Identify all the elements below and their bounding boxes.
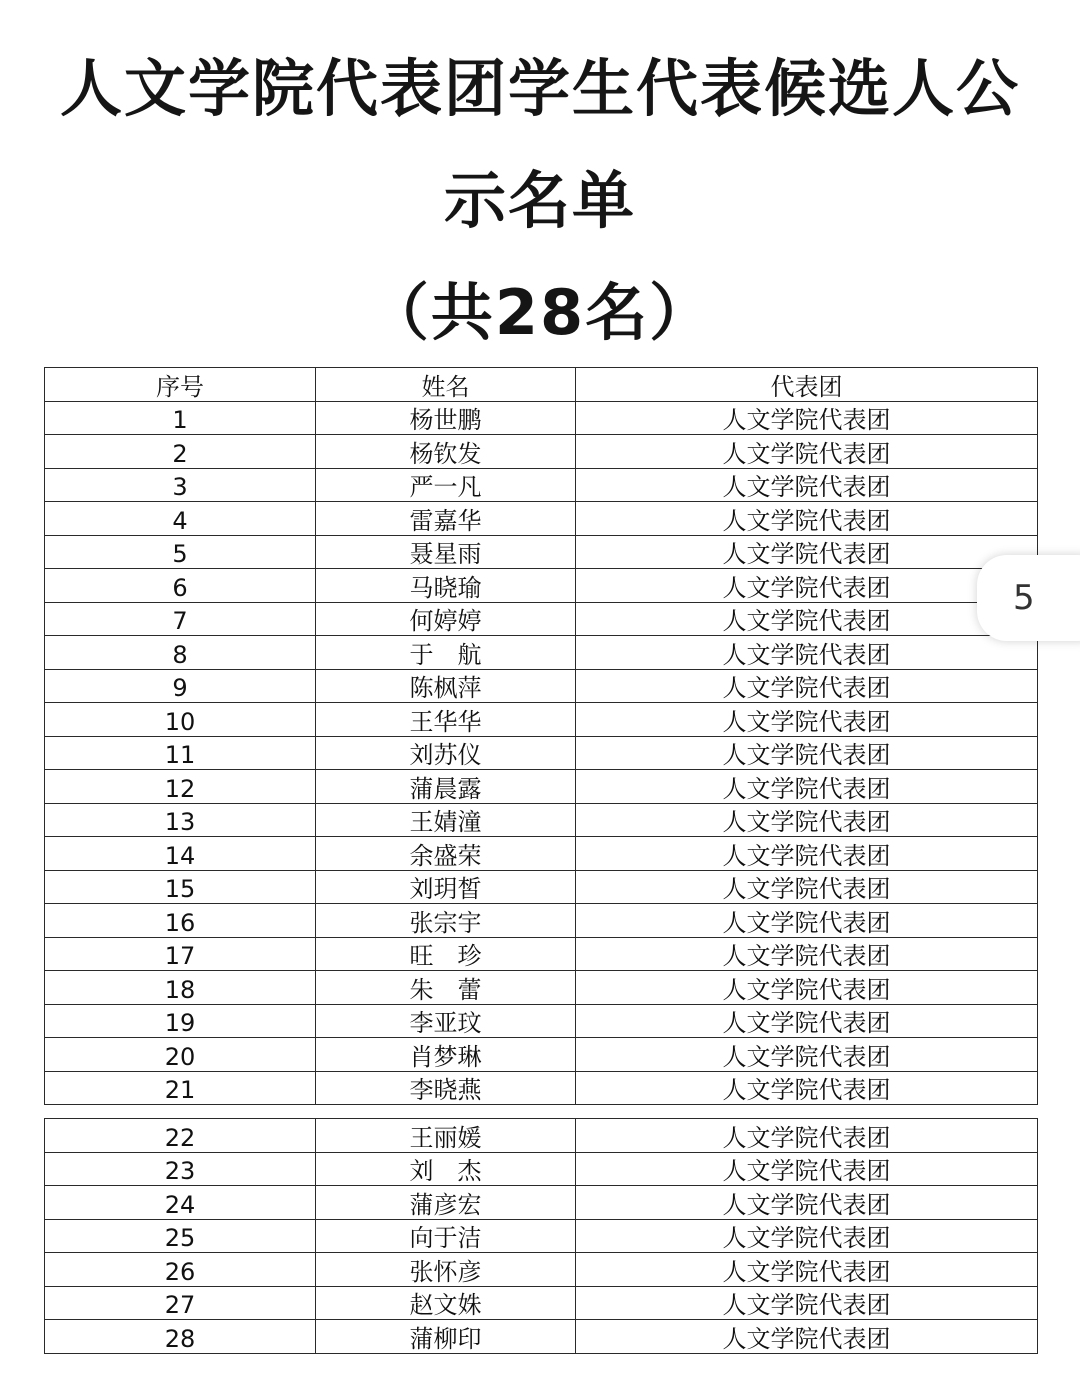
cell-name: 何婷婷	[316, 602, 576, 636]
cell-team: 人文学院代表团	[576, 1253, 1038, 1287]
document-title-count: （共28名）	[366, 276, 714, 349]
cell-name: 杨世鹏	[316, 401, 576, 435]
cell-seq: 16	[45, 904, 316, 938]
cell-seq: 1	[45, 401, 316, 435]
table-row	[45, 1253, 1038, 1287]
cell-team: 人文学院代表团	[576, 1038, 1038, 1072]
cell-seq: 4	[45, 502, 316, 536]
table-row	[45, 401, 1038, 435]
cell-name: 蒲彦宏	[316, 1186, 576, 1220]
cell-team: 人文学院代表团	[576, 971, 1038, 1005]
cell-name: 刘苏仪	[316, 736, 576, 770]
cell-name: 余盛荣	[316, 837, 576, 871]
cell-name: 陈枫萍	[316, 669, 576, 703]
cell-team: 人文学院代表团	[576, 401, 1038, 435]
cell-seq: 10	[45, 703, 316, 737]
cell-name: 刘玥皙	[316, 870, 576, 904]
table-row	[45, 971, 1038, 1005]
cell-team: 人文学院代表团	[576, 636, 1038, 670]
table-header-row	[45, 368, 1038, 402]
table-row	[45, 1320, 1038, 1354]
cell-team: 人文学院代表团	[576, 569, 1038, 603]
table-row	[45, 736, 1038, 770]
header-seq: 序号	[45, 368, 316, 402]
cell-team: 人文学院代表团	[576, 1219, 1038, 1253]
cell-team: 人文学院代表团	[576, 904, 1038, 938]
cell-team: 人文学院代表团	[576, 803, 1038, 837]
cell-name: 赵文姝	[316, 1286, 576, 1320]
cell-name: 雷嘉华	[316, 502, 576, 536]
cell-team: 人文学院代表团	[576, 937, 1038, 971]
cell-seq: 3	[45, 468, 316, 502]
cell-team: 人文学院代表团	[576, 468, 1038, 502]
cell-name: 蒲晨露	[316, 770, 576, 804]
cell-name: 聂星雨	[316, 535, 576, 569]
cell-team: 人文学院代表团	[576, 1071, 1038, 1105]
header-name: 姓名	[316, 368, 576, 402]
cell-seq: 20	[45, 1038, 316, 1072]
table-row	[45, 1286, 1038, 1320]
cell-team: 人文学院代表团	[576, 435, 1038, 469]
cell-name: 张怀彦	[316, 1253, 576, 1287]
cell-name: 刘 杰	[316, 1152, 576, 1186]
cell-name: 旺 珍	[316, 937, 576, 971]
page-number-label: 5	[1013, 578, 1035, 618]
page-number-badge[interactable]	[977, 555, 1080, 641]
cell-name: 蒲柳印	[316, 1320, 576, 1354]
cell-seq: 15	[45, 870, 316, 904]
cell-team: 人文学院代表团	[576, 1152, 1038, 1186]
cell-team: 人文学院代表团	[576, 1286, 1038, 1320]
cell-name: 李亚玟	[316, 1004, 576, 1038]
cell-seq: 2	[45, 435, 316, 469]
cell-name: 杨钦发	[316, 435, 576, 469]
cell-name: 王丽媛	[316, 1119, 576, 1153]
cell-team: 人文学院代表团	[576, 669, 1038, 703]
cell-name: 严一凡	[316, 468, 576, 502]
cell-name: 马晓瑜	[316, 569, 576, 603]
cell-seq: 9	[45, 669, 316, 703]
cell-seq: 26	[45, 1253, 316, 1287]
table-row	[45, 1219, 1038, 1253]
cell-team: 人文学院代表团	[576, 1186, 1038, 1220]
cell-seq: 19	[45, 1004, 316, 1038]
table-row	[45, 1152, 1038, 1186]
table-row	[45, 1119, 1038, 1153]
header-team: 代表团	[576, 368, 1038, 402]
cell-team: 人文学院代表团	[576, 535, 1038, 569]
cell-name: 王华华	[316, 703, 576, 737]
cell-seq: 27	[45, 1286, 316, 1320]
cell-seq: 12	[45, 770, 316, 804]
table-row	[45, 602, 1038, 636]
table-row	[45, 636, 1038, 670]
table-row	[45, 1071, 1038, 1105]
cell-seq: 5	[45, 535, 316, 569]
table-row	[45, 535, 1038, 569]
table-row	[45, 502, 1038, 536]
cell-name: 李晓燕	[316, 1071, 576, 1105]
cell-name: 肖梦琳	[316, 1038, 576, 1072]
document-title-line-1: 人文学院代表团学生代表候选人公	[59, 52, 1020, 125]
table-row	[45, 803, 1038, 837]
cell-team: 人文学院代表团	[576, 736, 1038, 770]
cell-seq: 28	[45, 1320, 316, 1354]
cell-seq: 21	[45, 1071, 316, 1105]
cell-seq: 25	[45, 1219, 316, 1253]
table-row	[45, 569, 1038, 603]
cell-seq: 7	[45, 602, 316, 636]
candidate-table-page-2	[44, 1118, 1038, 1354]
candidate-table-page-1	[44, 367, 1038, 1105]
cell-seq: 17	[45, 937, 316, 971]
cell-name: 朱 蕾	[316, 971, 576, 1005]
cell-seq: 11	[45, 736, 316, 770]
document-title-line-2: 示名单	[443, 164, 636, 237]
cell-name: 向于洁	[316, 1219, 576, 1253]
table-row	[45, 837, 1038, 871]
cell-team: 人文学院代表团	[576, 1320, 1038, 1354]
cell-seq: 6	[45, 569, 316, 603]
table-row	[45, 1186, 1038, 1220]
table-row	[45, 937, 1038, 971]
table-row	[45, 669, 1038, 703]
cell-team: 人文学院代表团	[576, 770, 1038, 804]
cell-name: 于 航	[316, 636, 576, 670]
cell-team: 人文学院代表团	[576, 703, 1038, 737]
cell-team: 人文学院代表团	[576, 870, 1038, 904]
cell-team: 人文学院代表团	[576, 602, 1038, 636]
cell-seq: 22	[45, 1119, 316, 1153]
table-row	[45, 435, 1038, 469]
table-row	[45, 1038, 1038, 1072]
cell-seq: 23	[45, 1152, 316, 1186]
cell-name: 张宗宇	[316, 904, 576, 938]
cell-seq: 18	[45, 971, 316, 1005]
table-row	[45, 904, 1038, 938]
cell-name: 王婧潼	[316, 803, 576, 837]
cell-seq: 24	[45, 1186, 316, 1220]
cell-seq: 13	[45, 803, 316, 837]
table-row	[45, 703, 1038, 737]
table-row	[45, 870, 1038, 904]
cell-team: 人文学院代表团	[576, 1004, 1038, 1038]
table-row	[45, 770, 1038, 804]
cell-team: 人文学院代表团	[576, 502, 1038, 536]
table-row	[45, 1004, 1038, 1038]
cell-team: 人文学院代表团	[576, 1119, 1038, 1153]
table-row	[45, 468, 1038, 502]
cell-seq: 14	[45, 837, 316, 871]
cell-team: 人文学院代表团	[576, 837, 1038, 871]
cell-seq: 8	[45, 636, 316, 670]
